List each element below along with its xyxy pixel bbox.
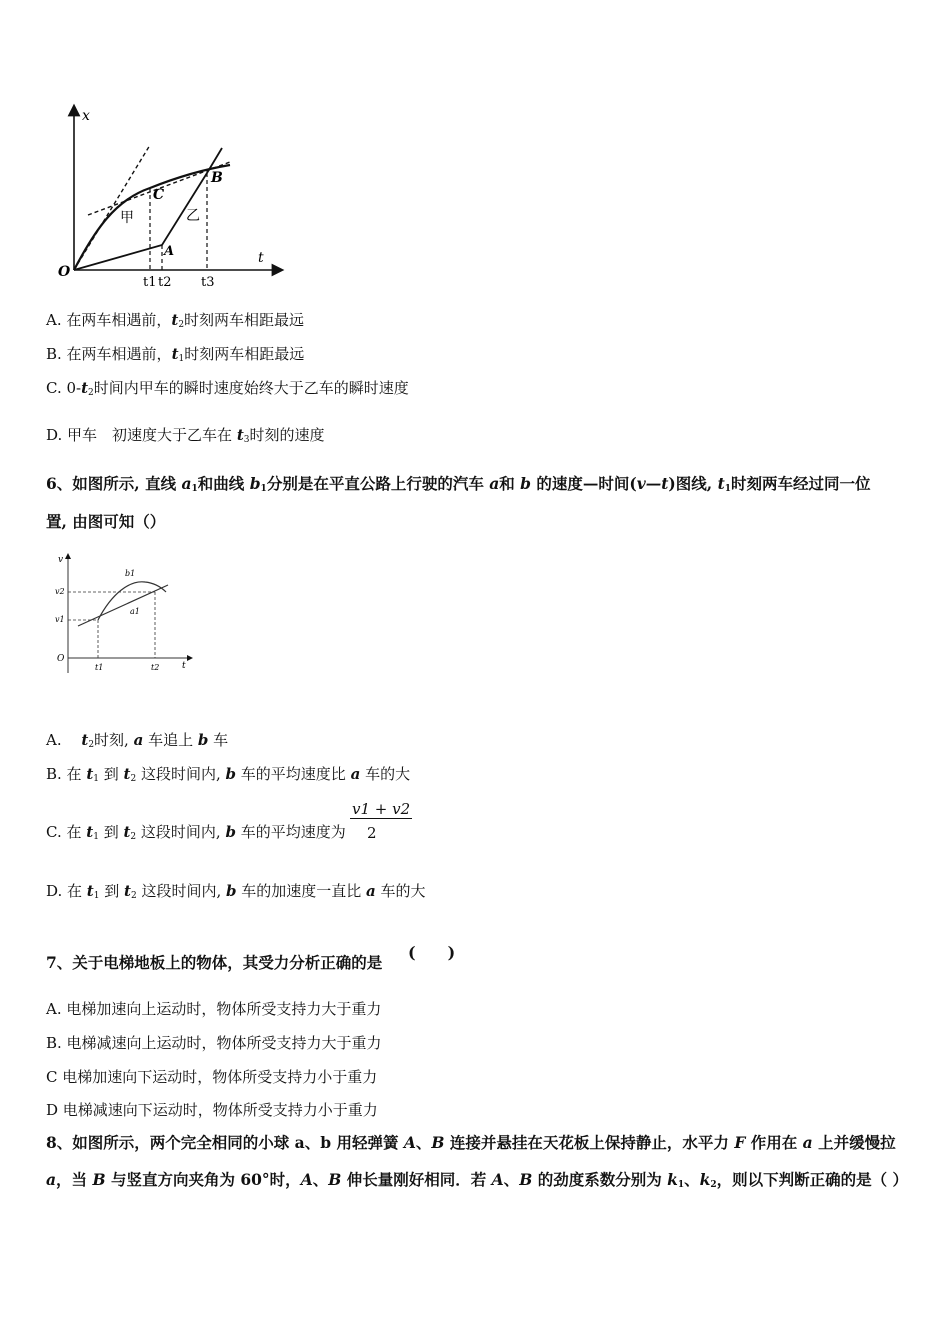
curve-jia-label: 甲	[120, 210, 134, 226]
q6-option-b: B. 在 $t_1$ 到 $t_2$ 这段时间内, b 车的平均速度比 a 车的大	[46, 765, 411, 784]
q8-line1: 8、如图所示，两个完全相同的小球 a、b 用轻弹簧 A、B 连接并悬挂在天花板上保持静止，水平力 F 作用在 a 上并缓慢拉	[46, 1133, 896, 1152]
q7-paren: ( )	[408, 943, 456, 962]
point-b-label: B	[211, 170, 223, 186]
q5-option-a: A. 在两车相遇前，$t_2$时刻两车相距最远	[46, 311, 305, 330]
fraction-numerator: v1 + v2	[352, 800, 411, 818]
q5-option-d: D. 甲车 初速度大于乙车在 $t_3$时刻的速度	[46, 426, 325, 445]
v2-label: v2	[55, 587, 65, 596]
point-a-label: A	[164, 244, 175, 259]
curve-yi-label: 乙	[186, 208, 200, 224]
t-axis-label-2: t	[182, 661, 186, 671]
x-t-graph	[50, 100, 290, 295]
t-axis-label: t	[258, 250, 264, 266]
q5-option-c: C. $0-t_2$时间内甲车的瞬时速度始终大于乙车的瞬时速度	[46, 379, 409, 398]
t2-label: t2	[151, 663, 160, 672]
v1-label: v1	[55, 615, 65, 624]
q7-option-d: D 电梯减速向下运动时，物体所受支持力小于重力	[46, 1101, 378, 1119]
q7-option-b: B. 电梯减速向上运动时，物体所受支持力大于重力	[46, 1034, 382, 1052]
t1-label: t1	[95, 663, 104, 672]
point-c-label: C	[153, 187, 165, 203]
q7-option-c: C 电梯加速向下运动时，物体所受支持力小于重力	[46, 1068, 378, 1086]
fraction-denominator: 2	[367, 824, 377, 842]
x-axis-label: x	[82, 108, 90, 124]
q7-option-a: A. 电梯加速向上运动时，物体所受支持力大于重力	[46, 1000, 382, 1018]
q6-stem-line1: 6、如图所示, 直线 $a_1$和曲线 $b_1$分别是在平直公路上行驶的汽车 a和 b 的速度—时间(v—t)图线, $t_1$时刻两车经过同一位	[46, 474, 871, 494]
q5-option-b: B. 在两车相遇前，$t_1$时刻两车相距最远	[46, 345, 305, 364]
q6-stem-line2: 置, 由图可知（）	[46, 512, 166, 531]
tick-t3: t3	[201, 275, 215, 290]
b1-label: b1	[125, 569, 136, 578]
v-t-graph	[50, 548, 200, 678]
a1-label: a1	[130, 607, 140, 616]
v-axis-label: v	[58, 555, 64, 565]
q8-line2: a，当 B 与竖直方向夹角为 60°时，A、B 伸长量刚好相同．若 A、B 的劲度系数分别为 $k_1$、$k_2$，则以下判断正确的是（ ）	[46, 1170, 909, 1190]
q6-option-d: D. 在 $t_1$ 到 $t_2$ 这段时间内, b 车的加速度一直比 a 车的大	[46, 882, 426, 901]
tick-t2: t2	[158, 275, 172, 290]
q6-option-c: C. 在 $t_1$ 到 $t_2$ 这段时间内, b 车的平均速度为	[46, 823, 346, 842]
tick-t1: t1	[143, 275, 157, 290]
q7-stem: 7、关于电梯地板上的物体，其受力分析正确的是	[46, 953, 383, 972]
q6-option-a: A. $t_2$时刻, a 车追上 b 车	[46, 731, 229, 750]
origin-label: O	[58, 264, 71, 280]
origin-label-2: O	[57, 654, 65, 664]
